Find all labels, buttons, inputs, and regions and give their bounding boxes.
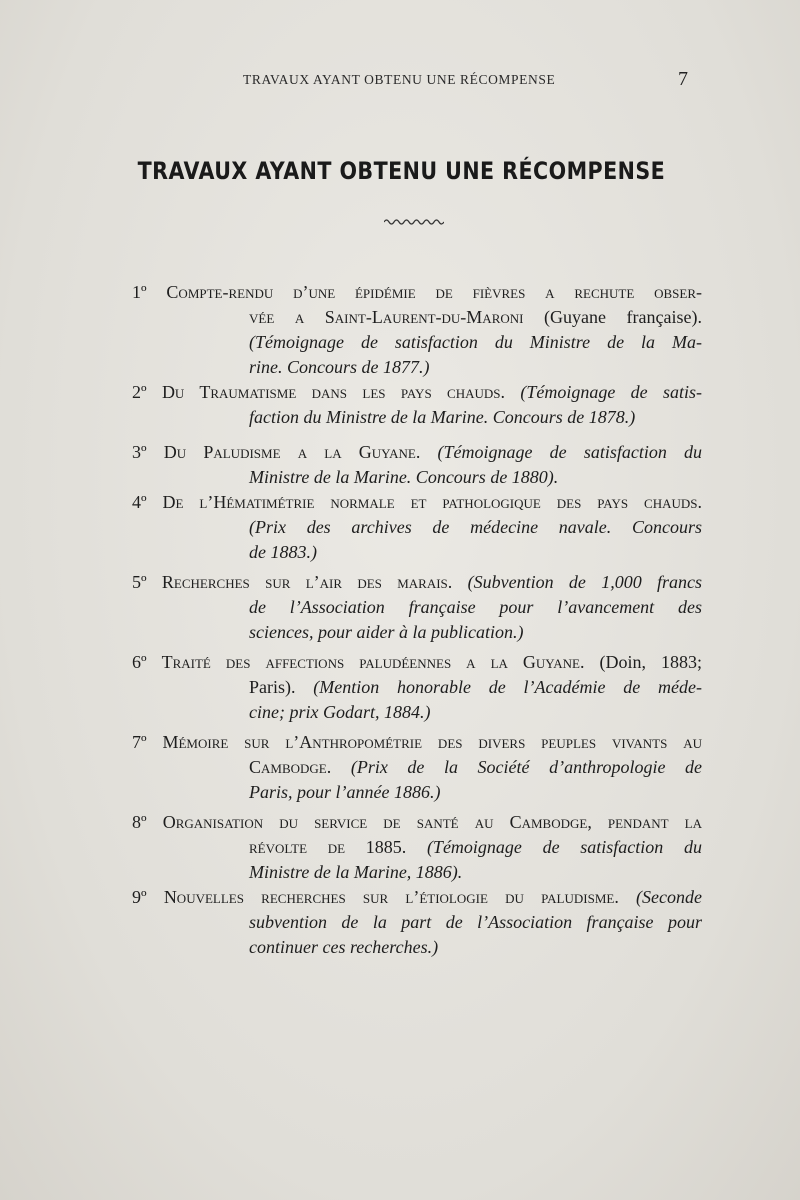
entry-line [132,330,702,355]
entry-number: 3º [132,442,147,462]
list-item [132,650,702,725]
entry-note: (Témoignage de satisfaction du Ministre de la Ma- [249,332,702,352]
entry-title: Du Traumatisme dans les pays chauds. [161,382,505,402]
entry-title: Organisation du service de santé au Cambodge, pendant la [162,812,703,832]
entry-title: révolte de [249,837,346,857]
entry-line [132,490,702,515]
entry-note: Paris, pour l’année 1886.) [249,782,441,802]
entry-number: 2º [132,382,147,402]
entry-note: (Prix de la Société d’anthropologie de [350,757,703,777]
entry-note: (Seconde [636,887,703,907]
entry-number: 5º [132,572,147,592]
entry-title: Cambodge. [249,757,332,777]
entry-line [132,305,702,330]
page-number: 7 [678,68,688,90]
entry-line [132,405,702,430]
entry-title: Compte-rendu d’une épidémie de fièvres a rechute obser- [166,282,702,302]
entry-title: vée a Saint-Laurent-du-Maroni [249,307,524,327]
entry-title: Traité des affections paludéennes a la Guyane. [161,652,585,672]
entry-note: cine; prix Godart, 1884.) [249,702,431,722]
entry-line [132,380,702,405]
entry-title: Recherches sur l’air des marais. [161,572,453,592]
entry-title: Nouvelles recherches sur l’étiologie du paludisme. [163,887,619,907]
entry-note: Ministre de la Marine, 1886). [249,862,463,882]
entry-text [452,572,467,592]
entry-title: Mémoire sur l’Anthropométrie des divers peuples vivants au [162,732,702,752]
entry-number: 9º [132,887,147,907]
list-item [132,380,702,430]
entry-note: (Subvention de 1,000 francs [467,572,703,592]
entry-line [132,355,702,380]
entry-number: 8º [132,812,147,832]
entry-line [132,540,702,565]
entry-line [132,835,702,860]
entry-text [505,382,520,402]
entry-text: (Doin, 1883; [584,652,703,672]
running-title: TRAVAUX AYANT OBTENU UNE RÉCOMPENSE [243,72,556,87]
entry-note: (Prix des archives de médecine navale. Concours [249,517,702,537]
entry-note: continuer ces recherches.) [249,937,439,957]
entry-text [331,757,351,777]
page-title: TRAVAUX AYANT OBTENU UNE RÉCOMPENSE [137,157,666,185]
entry-note: (Mention honorable de l’Académie de méde- [313,677,702,697]
entry-line [132,730,702,755]
list-item [132,490,702,565]
entry-note: (Témoignage de satisfaction du [426,837,702,857]
entry-line [132,910,702,935]
list-item [132,810,702,885]
entry-number: 4º [132,492,147,512]
entry-note: sciences, pour aider à la publication.) [249,622,524,642]
entry-line [132,570,702,595]
entry-text [420,442,437,462]
entry-line [132,860,702,885]
entry-number: 7º [132,732,147,752]
entry-line [132,650,702,675]
entry-note: subvention de la part de l’Association française pour [249,912,702,932]
entry-title: Du Paludisme a la Guyane. [163,442,421,462]
entry-text: Paris). [249,677,314,697]
entry-number: 1º [132,282,147,302]
entry-line [132,885,702,910]
entry-line [132,675,702,700]
entry-note: (Témoignage de satisfaction du [437,442,703,462]
entry-text [619,887,636,907]
wavy-rule-icon [384,211,444,230]
entry-note: (Témoignage de satis- [520,382,702,402]
list-item [132,570,702,645]
list-item [132,440,702,490]
entry-note: Ministre de la Marine. Concours de 1880). [249,467,559,487]
entry-note: de l’Association française pour l’avancement des [249,597,702,617]
entry-line [132,465,702,490]
entry-note: faction du Ministre de la Marine. Concours de 1878.) [249,407,636,427]
entry-text: 1885. [345,837,427,857]
entry-number: 6º [132,652,147,672]
entry-text: (Guyane française). [523,307,702,327]
entry-line [132,515,702,540]
entry-line [132,595,702,620]
list-item [132,885,702,960]
list-item [132,280,702,380]
list-item [132,730,702,805]
entry-title: De l’Hématimétrie normale et pathologique des pays chauds. [162,492,702,512]
entry-line [132,755,702,780]
entry-line [132,280,702,305]
entry-line [132,810,702,835]
entry-line [132,780,702,805]
entry-note: de 1883.) [249,542,317,562]
entry-line [132,440,702,465]
entry-line [132,700,702,725]
entry-line [132,935,702,960]
entry-line [132,620,702,645]
entry-note: rine. Concours de 1877.) [249,357,430,377]
